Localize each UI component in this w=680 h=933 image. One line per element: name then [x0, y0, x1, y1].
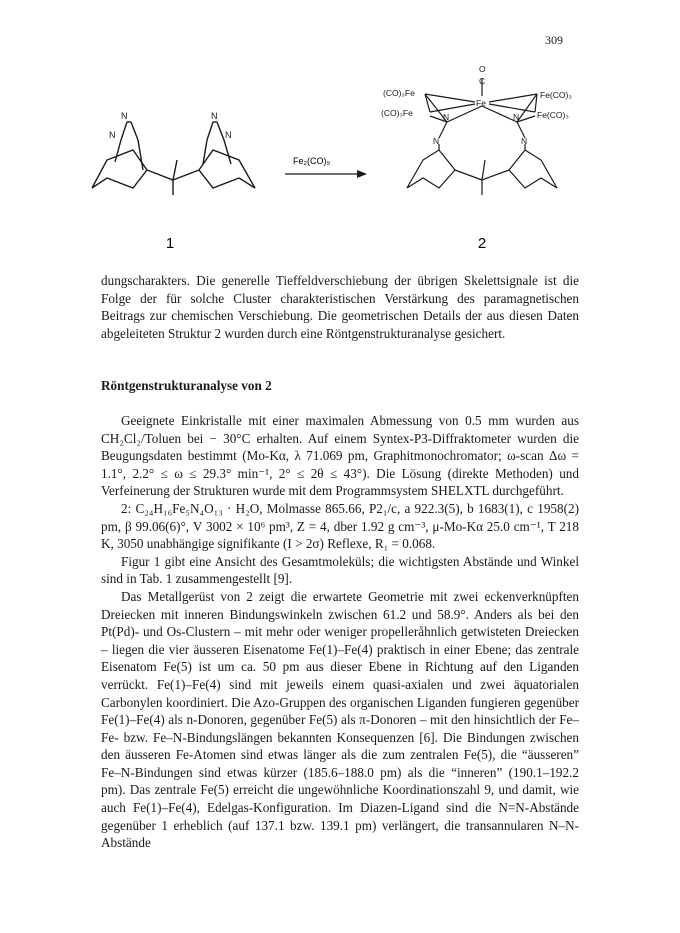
- compound-2-n-label-3: N: [513, 112, 520, 122]
- reaction-arrowhead: [357, 170, 367, 178]
- paragraph-intro: [101, 272, 579, 342]
- compound-2-label: 2: [477, 235, 487, 252]
- fe-co3-upper-left-label: (CO)₃Fe: [383, 88, 415, 98]
- reagent-label: Fe₂(CO)₉: [293, 156, 331, 166]
- carbonyl-c-label: C: [479, 76, 486, 86]
- compound-1-n-label-3: N: [211, 111, 218, 121]
- compound-2-n-label-2: N: [433, 136, 440, 146]
- paragraph-metal: Das Metallgerüst von 2 zeigt die erwartete Geometrie mit zwei eckenverknüpften Dreiecken mit inneren Bindungswinkeln zwischen 61.2 und 58.9°. Anders als bei den Pt(Pd)- und Os-Clustern – mit mehr oder weniger propelleråhnlich getwisteten Dreiecken – liegen die vier äusseren Eisenatome Fe(1)–Fe(4) praktisch in einer Ebene; das zentrale Eisenatom Fe(5) ist um ca. 50 pm aus dieser Ebene in Richtung auf den Liganden verrückt. Fe(1)–Fe(4) sind mit jeweils einem quasi-axialen und zwei äquatorialen Carbonylen koordiniert. Die Azo-Gruppen des organischen Liganden fungieren gegenüber Fe(1)–Fe(4) als n-Donoren, gegenüber Fe(5) als π-Donoren – mit den hinsichtlich der Fe–Fe- bzw. Fe–N-Bindungslängen bekannten Konsequenzen [6]. Die Bindungen zwischen den äusseren Fe-Atomen sind etwas länger als die zum zentralen Fe(5), die “äusseren” Fe–N-Bindungen sind etwas kürzer (185.6–188.0 pm) als die “inneren” (190.1–192.2 pm). Das zentrale Fe(5) erreicht die ungewöhnliche Koordinationszahl 9, und damit, wie auch Fe(1)–Fe(4), Edelgas-Konfiguration. Im Diazen-Ligand sind die N=N-Abstände gegenüber 1 erheblich (auf 137.1 bzw. 139.1 pm) verlängert, die transannularen N–N-Abstände: [101, 588, 579, 851]
- fe-co3-lower-right-label: Fe(CO)₃: [537, 110, 569, 120]
- paragraph-crystals: Geeignete Einkristalle mit einer maximalen Abmessung von 0.5 mm wurden aus CH₂Cl₂/Toluen bei − 30°C erhalten. Auf einem Syntex-P3-Diffraktometer wurden die Beugungsdaten bestimmt (Mo-Kα, λ 71.069 pm, Graphitmonochromator; ω-scan Δω = 1.1°, 2.2° ≤ ω ≤ 29.3° min⁻¹, 2° ≤ 2θ ≤ 43°). Die Lösung (direkte Methoden) und Verfeinerung der Strukturen wurde mit dem Programmsystem SHELXTL durchgeführt.: [101, 413, 579, 499]
- compound-1-label: 1: [165, 235, 175, 252]
- page-number: 309: [545, 33, 563, 47]
- compound-2-n-label-4: N: [521, 136, 528, 146]
- reaction-scheme: [85, 60, 605, 260]
- fe-co3-upper-right-label: Fe(CO)₃: [540, 90, 572, 100]
- compound-2-structure: [407, 78, 557, 195]
- central-fe-label: Fe: [476, 98, 486, 108]
- paragraph-data: 2: C₂₄H₁₆Fe₅N₄O₁₃ · H₂O, Molmasse 865.66, P2₁/c, a 922.3(5), b 1683(1), c 1958(2) pm, β 99.06(6)°, V 3002 × 10⁶ pm³, Z = 4, dber 1.92 g cm⁻³, μ-Mo-Kα 25.0 cm⁻¹, T 218 K, 3050 unabhängige signifikante (I > 2σ) Reflexe, R₁ = 0.068.: [101, 500, 579, 552]
- compound-1-n-label-4: N: [225, 130, 232, 140]
- compound-2-n-label-1: N: [443, 112, 450, 122]
- carbonyl-o-label: O: [479, 64, 486, 74]
- body-text: [101, 412, 579, 852]
- compound-1-n-label-2: N: [109, 130, 116, 140]
- compound-1-n-label-1: N: [121, 111, 128, 121]
- fe-co3-lower-left-label: (CO)₃Fe: [381, 108, 413, 118]
- section-heading: Röntgenstrukturanalyse von 2: [101, 378, 272, 393]
- intro-text: dungscharakters. Die generelle Tieffeldverschiebung der übrigen Skelettsignale ist die Folge der für solche Cluster charakteristischen Verstärkung des paramagnetischen Beitrags zur chemischen Verschiebung. Die geometrischen Details der aus diesen Daten abgeleiteten Struktur 2 wurden durch eine Röntgenstrukturanalyse gesichert.: [101, 273, 579, 341]
- paragraph-figure: Figur 1 gibt eine Ansicht des Gesamtmoleküls; die wichtigsten Abstände und Winkel sind in Tab. 1 zusammengestellt [9].: [101, 553, 579, 587]
